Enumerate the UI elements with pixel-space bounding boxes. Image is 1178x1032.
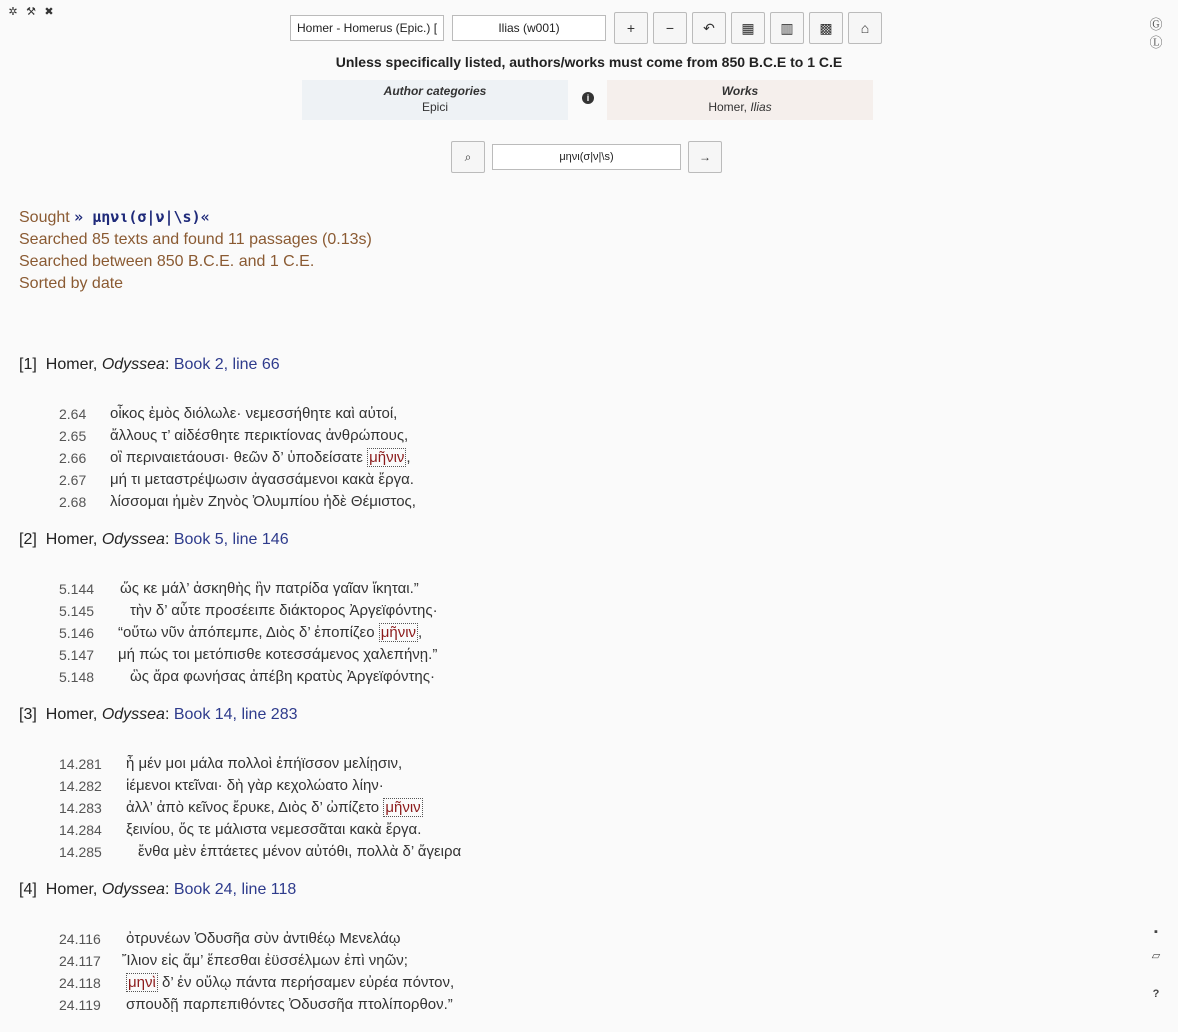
text-line xyxy=(19,928,1139,950)
text-line xyxy=(19,578,1139,600)
match-highlight: μῆνιν xyxy=(380,624,417,641)
info-icon[interactable]: i xyxy=(582,92,594,104)
result-lines xyxy=(19,928,1139,1016)
result-number: [2] xyxy=(19,531,37,548)
search-options-button[interactable] xyxy=(451,141,485,173)
l-icon[interactable]: Ⓛ xyxy=(1149,35,1163,50)
g-icon[interactable]: Ⓖ xyxy=(1149,17,1163,32)
result-number: [3] xyxy=(19,706,37,723)
line-text: μή πώς τοι μετόπισθε κοτεσσάμενος χαλεπήνῃ.” xyxy=(118,646,438,663)
text-line xyxy=(19,797,1139,819)
line-number[interactable]: 14.285 xyxy=(59,844,102,860)
line-text: οἶκος ἐμὸς διόλωλε· νεμεσσήθητε καὶ αὐτοί, xyxy=(110,405,398,422)
text-line xyxy=(19,841,1139,863)
line-number[interactable]: 14.284 xyxy=(59,822,102,838)
line-number[interactable]: 24.118 xyxy=(59,975,101,991)
result-work: Odyssea xyxy=(101,706,165,723)
result-header: [2] Homer, Odyssea: Book 5, line 146 xyxy=(19,531,289,548)
sought-label: Sought xyxy=(19,209,70,226)
search-input[interactable] xyxy=(492,144,681,170)
line-number[interactable]: 2.64 xyxy=(59,406,87,422)
result-header: [3] Homer, Odyssea: Book 14, line 283 xyxy=(19,706,298,723)
table-button[interactable]: ▩ xyxy=(809,12,843,44)
result-author: Homer, xyxy=(45,531,102,548)
text-line xyxy=(19,972,1139,994)
line-number[interactable]: 24.119 xyxy=(59,997,101,1013)
line-number[interactable]: 24.116 xyxy=(59,931,101,947)
line-number[interactable]: 2.66 xyxy=(59,450,87,466)
result-work: Odyssea xyxy=(101,356,165,373)
search-summary xyxy=(19,206,372,295)
works-value: Homer, Ilias xyxy=(708,100,772,114)
sought-term: » μηνι(σ|ν|\s)« xyxy=(74,208,210,226)
text-line xyxy=(19,403,1139,425)
author-input[interactable] xyxy=(290,15,444,41)
line-number[interactable]: 14.282 xyxy=(59,778,102,794)
line-number[interactable]: 5.144 xyxy=(59,581,95,597)
text-line xyxy=(19,600,1139,622)
result-item xyxy=(19,879,1139,1016)
line-text: μή τι μεταστρέψωσιν ἀγασσάμενοι κακὰ ἔργα. xyxy=(110,471,414,488)
result-author: Homer, xyxy=(45,706,102,723)
match-highlight: μῆνιν xyxy=(385,799,421,816)
undo-button[interactable]: ↶ xyxy=(692,12,726,44)
result-author: Homer, xyxy=(45,881,102,898)
line-number[interactable]: 5.146 xyxy=(59,625,95,641)
result-author: Homer, xyxy=(45,356,102,373)
add-button[interactable]: + xyxy=(614,12,648,44)
folder-open-icon[interactable]: ▱ xyxy=(1151,950,1161,962)
text-line xyxy=(19,666,1139,688)
summary-dates: Searched between 850 B.C.E. and 1 C.E. xyxy=(19,253,315,270)
result-item xyxy=(19,529,1139,688)
works-heading: Works xyxy=(721,84,759,98)
text-line xyxy=(19,644,1139,666)
close-icon[interactable]: ✖ xyxy=(44,6,54,18)
line-number[interactable]: 2.65 xyxy=(59,428,87,444)
match-highlight: μηνὶ xyxy=(128,974,156,991)
execute-search-button[interactable] xyxy=(688,141,722,173)
line-text: ἦ μέν μοι μάλα πολλοὶ ἐπήϊσσον μελίῃσιν, xyxy=(126,755,403,772)
line-text: ὥς κε μάλ’ ἀσκηθὴς ἣν πατρίδα γαῖαν ἵκηται.” xyxy=(120,580,419,597)
line-number[interactable]: 5.145 xyxy=(59,603,95,619)
line-number[interactable]: 14.281 xyxy=(59,756,102,772)
wrench-icon[interactable]: ⚒ xyxy=(26,6,36,18)
work-input[interactable] xyxy=(452,15,606,41)
result-work: Odyssea xyxy=(101,531,165,548)
text-line xyxy=(19,491,1139,513)
search-icon: ⌕ xyxy=(464,149,472,164)
toolbar-buttons xyxy=(606,12,882,44)
line-text: ἀλλ’ ἀπὸ κεῖνος ἔρυκε, Διὸς δ’ ὠπίζετο μῆνιν xyxy=(126,799,421,816)
text-line xyxy=(19,819,1139,841)
line-number[interactable]: 2.67 xyxy=(59,472,87,488)
text-line xyxy=(19,469,1139,491)
remove-button[interactable]: − xyxy=(653,12,687,44)
line-text: ὀτρυνέων Ὀδυσῆα σὺν ἀντιθέῳ Μενελάῳ xyxy=(126,930,401,947)
line-number[interactable]: 24.117 xyxy=(59,953,101,969)
text-line xyxy=(19,425,1139,447)
summary-found: Searched 85 texts and found 11 passages (0.13s) xyxy=(19,231,372,248)
date-restriction-notice: Unless specifically listed, authors/works must come from 850 B.C.E to 1 C.E xyxy=(335,54,843,70)
save-icon[interactable]: ▪ xyxy=(1154,926,1158,938)
result-item xyxy=(19,704,1139,863)
line-text: Ἴλιον εἰς ἅμ’ ἕπεσθαι ἐϋσσέλμων ἐπὶ νηῶν; xyxy=(122,952,408,969)
text-line xyxy=(19,994,1139,1016)
author-categories-heading: Author categories xyxy=(383,84,487,98)
top-left-tools xyxy=(7,5,55,18)
text-line xyxy=(19,447,1139,469)
user-button[interactable]: ⌂ xyxy=(848,12,882,44)
result-number: [1] xyxy=(19,356,37,373)
line-number[interactable]: 2.68 xyxy=(59,494,87,510)
line-number[interactable]: 5.147 xyxy=(59,647,95,663)
result-header: [4] Homer, Odyssea: Book 24, line 118 xyxy=(19,881,297,898)
vocab-button[interactable]: ▥ xyxy=(770,12,804,44)
result-location-link[interactable]: Book 5, line 146 xyxy=(173,531,289,548)
line-text: ὣς ἄρα φωνήσας ἀπέβη κρατὺς Ἀργεϊφόντης· xyxy=(130,668,435,685)
text-line xyxy=(19,753,1139,775)
result-location-link[interactable]: Book 2, line 66 xyxy=(173,356,280,373)
result-work: Odyssea xyxy=(101,881,165,898)
result-lines xyxy=(19,753,1139,863)
line-text: ἱέμενοι κτεῖναι· δὴ γὰρ κεχολώατο λίην· xyxy=(126,777,384,794)
works-box[interactable] xyxy=(607,80,873,120)
result-lines xyxy=(19,578,1139,688)
line-text: ἄλλους τ’ αἰδέσθητε περικτίονας ἀνθρώπους, xyxy=(110,427,409,444)
arrow-right-icon: → xyxy=(699,150,711,164)
help-icon[interactable]: ? xyxy=(1152,988,1160,1000)
result-location-link[interactable]: Book 24, line 118 xyxy=(173,881,297,898)
line-number[interactable]: 5.148 xyxy=(59,669,95,685)
toolbar xyxy=(290,12,882,44)
result-lines xyxy=(19,403,1139,513)
result-item xyxy=(19,354,1139,513)
line-text: ξεινίου, ὅς τε μάλιστα νεμεσσᾶται κακὰ ἔργα. xyxy=(126,821,422,838)
search-row xyxy=(451,141,722,173)
gear-icon[interactable]: ✲ xyxy=(8,6,18,18)
match-highlight: μῆνιν xyxy=(369,449,405,466)
results-list xyxy=(19,354,1139,1032)
author-categories-value: Epici xyxy=(421,100,448,114)
line-number[interactable]: 14.283 xyxy=(59,800,102,816)
line-text: “οὕτω νῦν ἀπόπεμπε, Διὸς δ’ ἐποπίζεο μῆνιν , xyxy=(118,624,423,641)
result-number: [4] xyxy=(19,881,37,898)
summary-sort: Sorted by date xyxy=(19,275,124,292)
result-header: [1] Homer, Odyssea: Book 2, line 66 xyxy=(19,356,280,373)
text-line xyxy=(19,950,1139,972)
text-line xyxy=(19,622,1139,644)
result-location-link[interactable]: Book 14, line 283 xyxy=(173,706,298,723)
line-text: ἔνθα μὲν ἑπτάετες μένον αὐτόθι, πολλὰ δ’ ἄγειρα xyxy=(138,843,462,860)
line-text: λίσσομαι ἠμὲν Ζηνὸς Ὀλυμπίου ἠδὲ Θέμιστος, xyxy=(110,493,416,510)
line-text: μηνὶ δ’ ἐν οὔλῳ πάντα περήσαμεν εὐρέα πόντον, xyxy=(128,974,455,991)
line-text: οἳ περιναιετάουσι· θεῶν δ’ ὑποδείσατε μῆνιν , xyxy=(110,449,411,466)
line-text: τὴν δ’ αὖτε προσέειπε διάκτορος Ἀργεϊφόντης· xyxy=(130,602,438,619)
line-text: σπουδῇ παρπεπιθόντες Ὀδυσσῆα πτολίπορθον.” xyxy=(126,996,453,1013)
author-categories-box[interactable] xyxy=(302,80,568,120)
browse-button[interactable]: ▦ xyxy=(731,12,765,44)
text-line xyxy=(19,775,1139,797)
